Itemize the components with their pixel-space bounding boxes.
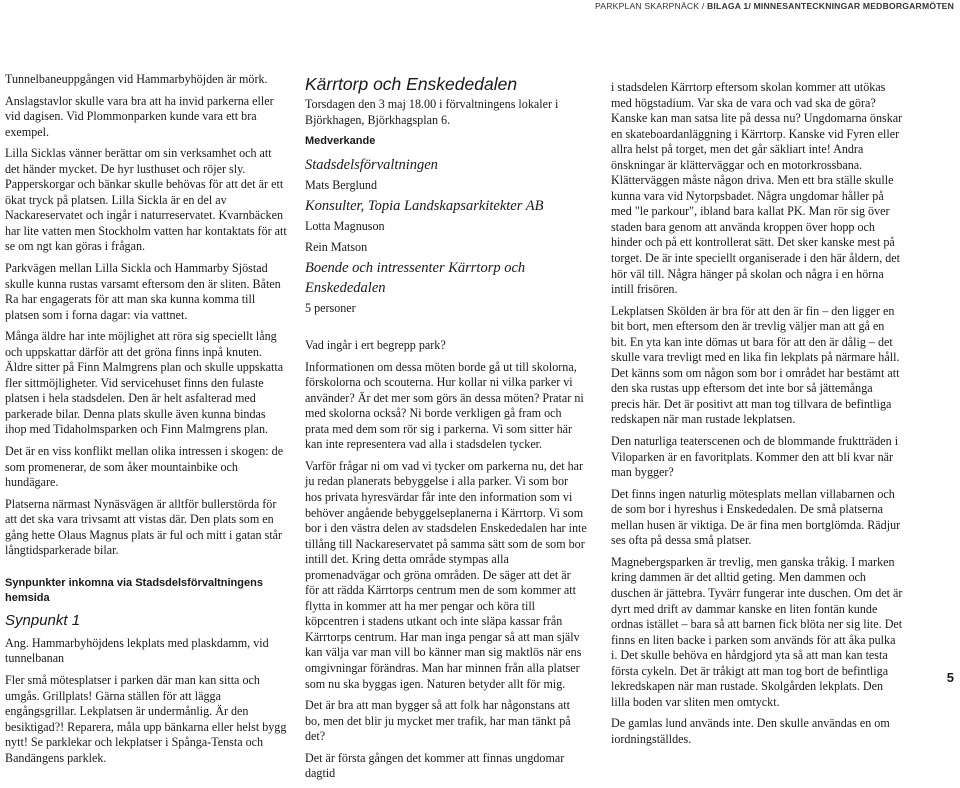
paragraph: Ang. Hammarbyhöjdens lekplats med plaskdamm, vid tunnelbanan — [5, 635, 269, 666]
paragraph: Det är bra att man bygger så att folk har någonstans att bo, men det blir ju mycket mer trafik, har man tänkt på det? — [305, 698, 571, 744]
running-header — [595, 0, 954, 12]
participant-count: 5 personer — [305, 301, 356, 316]
paragraph: Anslagstavlor skulle vara bra att ha invid parkerna eller vid dagisen. Vid Plommonparken kunde vara ett bra exempel. — [5, 93, 274, 139]
paragraph: Många äldre har inte möjlighet att röra sig speciellt lång och uppskattar därför att det gröna finns inpå knuten. Äldre sitter på Finn Malmgrens plan och skulle uppskatta fler sittmöjligheter. Vid servicehuset finns den fulaste platsen i hela stadsdelen. Den är helt asfalterad med parkerade bilar. Denna plats skulle även kunna bindas ihop med Tidaholmsparken och Finn Malmgrens plan. — [5, 329, 284, 437]
participant-role: Konsulter, Topia Landskapsarkitekter AB — [305, 198, 544, 215]
column-middle — [305, 72, 587, 788]
participants-heading: Medverkande — [305, 135, 376, 148]
paragraph: Det är en viss konflikt mellan olika intressen i skogen: de som promenerar, de som åker mountainbike och hundägare. — [5, 444, 284, 490]
participant-role: Stadsdelsförvaltningen — [305, 157, 438, 174]
paragraph: Informationen om dessa möten borde gå ut till skolorna, förskolorna och scouterna. Hur kollar ni vilka parker vi använder? Är det mer som görs än dessa möten? Pratar ni med skolorna också? Ni borde verkligen gå fram och prata med dem som rör sig i parkerna. Vi som sitter här kan inte representera vad alla i stadsdelen tycker. — [305, 359, 584, 452]
paragraph: Fler små mötesplatser i parken där man kan sitta och umgås. Grillplats! Gärna ställen för att lägga engångsgrillar. Lekplatsen är undermånlig. Är den besiktigad?! Reparera, måla upp bänkarna eller helst bygg nytt! Se parklekar och lekplatser i Spånga-Tensta och Bandängens parklek. — [5, 672, 287, 765]
header-section-title: BILAGA 1/ MINNESANTECKNINGAR MEDBORGARMÖTEN — [707, 1, 954, 11]
participant-role: Boende och intressenter Kärrtorp och Enskededalen — [305, 260, 526, 297]
paragraph: Varför frågar ni om vad vi tycker om parkerna nu, det har ju redan planerats bebyggelse i alla parker. Vi som bor hos privata hyresvärdar får inte den information som vi behöver angående bebyggelseplanerna i Kärrtorp. Vi som bor i den västra delen av stadsdelen Enskededalen har inte tillång till Nackareservatet på samma sätt som de som bor intill det. Kring detta område stympas alla promenadvägar och gröna områden. De säger att det är för att rädda Kärrtorps centrum men de som kommer att flytta in kommer att ha mer pengar och köra till köpcentren i stadens utkant och inte släpa kassar från Kärrtorps centrum. Har man inga pengar så att man själv kan välja var man vill bo känner man sig maktlös när ens omgivningar förändras. Man har minnen från alla platser som nu ska byggas igen. Naturen betyder allt för mig. — [305, 458, 587, 691]
paragraph: Tunnelbaneuppgången vid Hammarbyhöjden är mörk. — [5, 72, 268, 86]
participant-name: Lotta Magnuson — [305, 219, 385, 234]
paragraph: De gamlas lund används inte. Den skulle användas en om iordningställdes. — [611, 716, 890, 746]
paragraph: Lilla Sicklas vänner berättar om sin verksamhet och att det händer mycket. De hyr lusthuset och röjer sly. Papperskorgar och bänkar skulle behövas för att det är ett ökat tryck på platsen. Lilla Sickla är en del av Nackareservatet och ingår i naturreservatet. Kvarnbäcken har lite vatten men Stockholm vatten har kontaktats för att se om ngt kan göras i frågan. — [5, 146, 287, 254]
paragraph: Det är första gången det kommer att finnas ungdomar dagtid — [305, 750, 565, 781]
paragraph: i stadsdelen Kärrtorp eftersom skolan kommer att utökas med högstadium. Var ska de vara och vad ska de göra? Kanske kan man satsa lite på dessa nu? Ungdomarna önskar en skateboardanläggning i Kärrtorp. Kanske vid Fyren eller allra helst på torget, men det går säkliart inte! Andra önskningar är klätterväggar och en motorkrossbana. Klätterväggen måste någon driva. Men ett bra ställe skulle kunna vara vid Nytorpsbadet. Några ungdomar håller på med "le parkour", ibland bara kallat PK. Man rör sig över staden bara genom att använda kroppen över hopp och hinder och på ett kontrollerat sätt. Det sker kanske mest på torget. De är inte speciellt organiserade i den här åldern, det hör väl till. Några hänger på skolan och några i en hörna intill frisören. — [611, 80, 903, 297]
page-number: 5 — [946, 670, 954, 685]
meeting-date: Torsdagen den 3 maj 18.00 i förvaltningens lokaler i Björkhagen, Björkhagsplan 6. — [305, 97, 559, 127]
paragraph: Lekplatsen Skölden är bra för att den är fin – den ligger en bit bort, men eftersom den är trevlig väljer man att gå en bit. En yta kan inte dömas ut bara för att den är dålig – det skulle vara trevligt med en lika fin lekplats på närmare håll. Det känns som om någon som bor i området har bestämt att den ska rustas upp eftersom det inte bor så jättemånga precis här. Det är positivt att man tog tillvara de befintliga redskapen när man rustade lekplatsen. — [611, 303, 900, 427]
column-left — [5, 72, 287, 772]
header-document-title: PARKPLAN SKARPNÄCK / — [595, 1, 705, 11]
paragraph: Den naturliga teaterscenen och de blommande fruktträden i Viloparken är en favoritplats. Kommer den att bli kvar när man bygger? — [611, 434, 899, 480]
paragraph: Platserna närmast Nynäsvägen är alltför bullerstörda för att det ska vara trivsamt att vistas där. Den plats som en gång hette Olaus Magnus plats är ful och mitt i gatan står långtidsparkerade bilar. — [5, 496, 283, 558]
section-heading: Synpunkter inkomna via Stadsdelsförvaltningens hemsida — [5, 576, 263, 604]
participant-name: Mats Berglund — [305, 178, 378, 193]
paragraph: Parkvägen mellan Lilla Sickla och Hammarby Sjöstad skulle kunna rustas varsamt eftersom den är sliten. Båten Ra har engagerats för att man ska kunna komma till platsen som i forna dagar: via vattnet. — [5, 261, 281, 322]
section-title: Kärrtorp och Enskededalen — [305, 74, 518, 94]
paragraph: Det finns ingen naturlig mötesplats mellan villabarnen och de som bor i hyreshus i Enskededalen. De små platserna mellan husen är viktiga. De är fina men bortglömda. Rädjur ses ofta på dessa små platser. — [611, 486, 901, 548]
participant-name: Rein Matson — [305, 240, 368, 255]
subsection-heading: Synpunkt 1 — [5, 611, 81, 629]
paragraph: Vad ingår i ert begrepp park? — [305, 338, 446, 353]
paragraph: Magnebergsparken är trevlig, men ganska tråkig. I marken kring dammen är det alltid geting. Men dammen och duschen är jättebra. Tyvärr fungerar inte duschen. Om det är dyrt med drift av dammar kanske en liten fontän kunde ordnas istället – bara så att barnen fick blöta ner sig lite. Det finns en liten backe i parken som används för att åka pulka i. Det skulle behöva en hårdgjord yta så att man kan testa första cykeln. Det är tråkigt att man tog bort de befintliga lekredskapen när man rustade. Skolgården lekplats. Den lilla boden var sliten men omtyckt. — [611, 554, 903, 709]
column-right — [611, 80, 903, 753]
